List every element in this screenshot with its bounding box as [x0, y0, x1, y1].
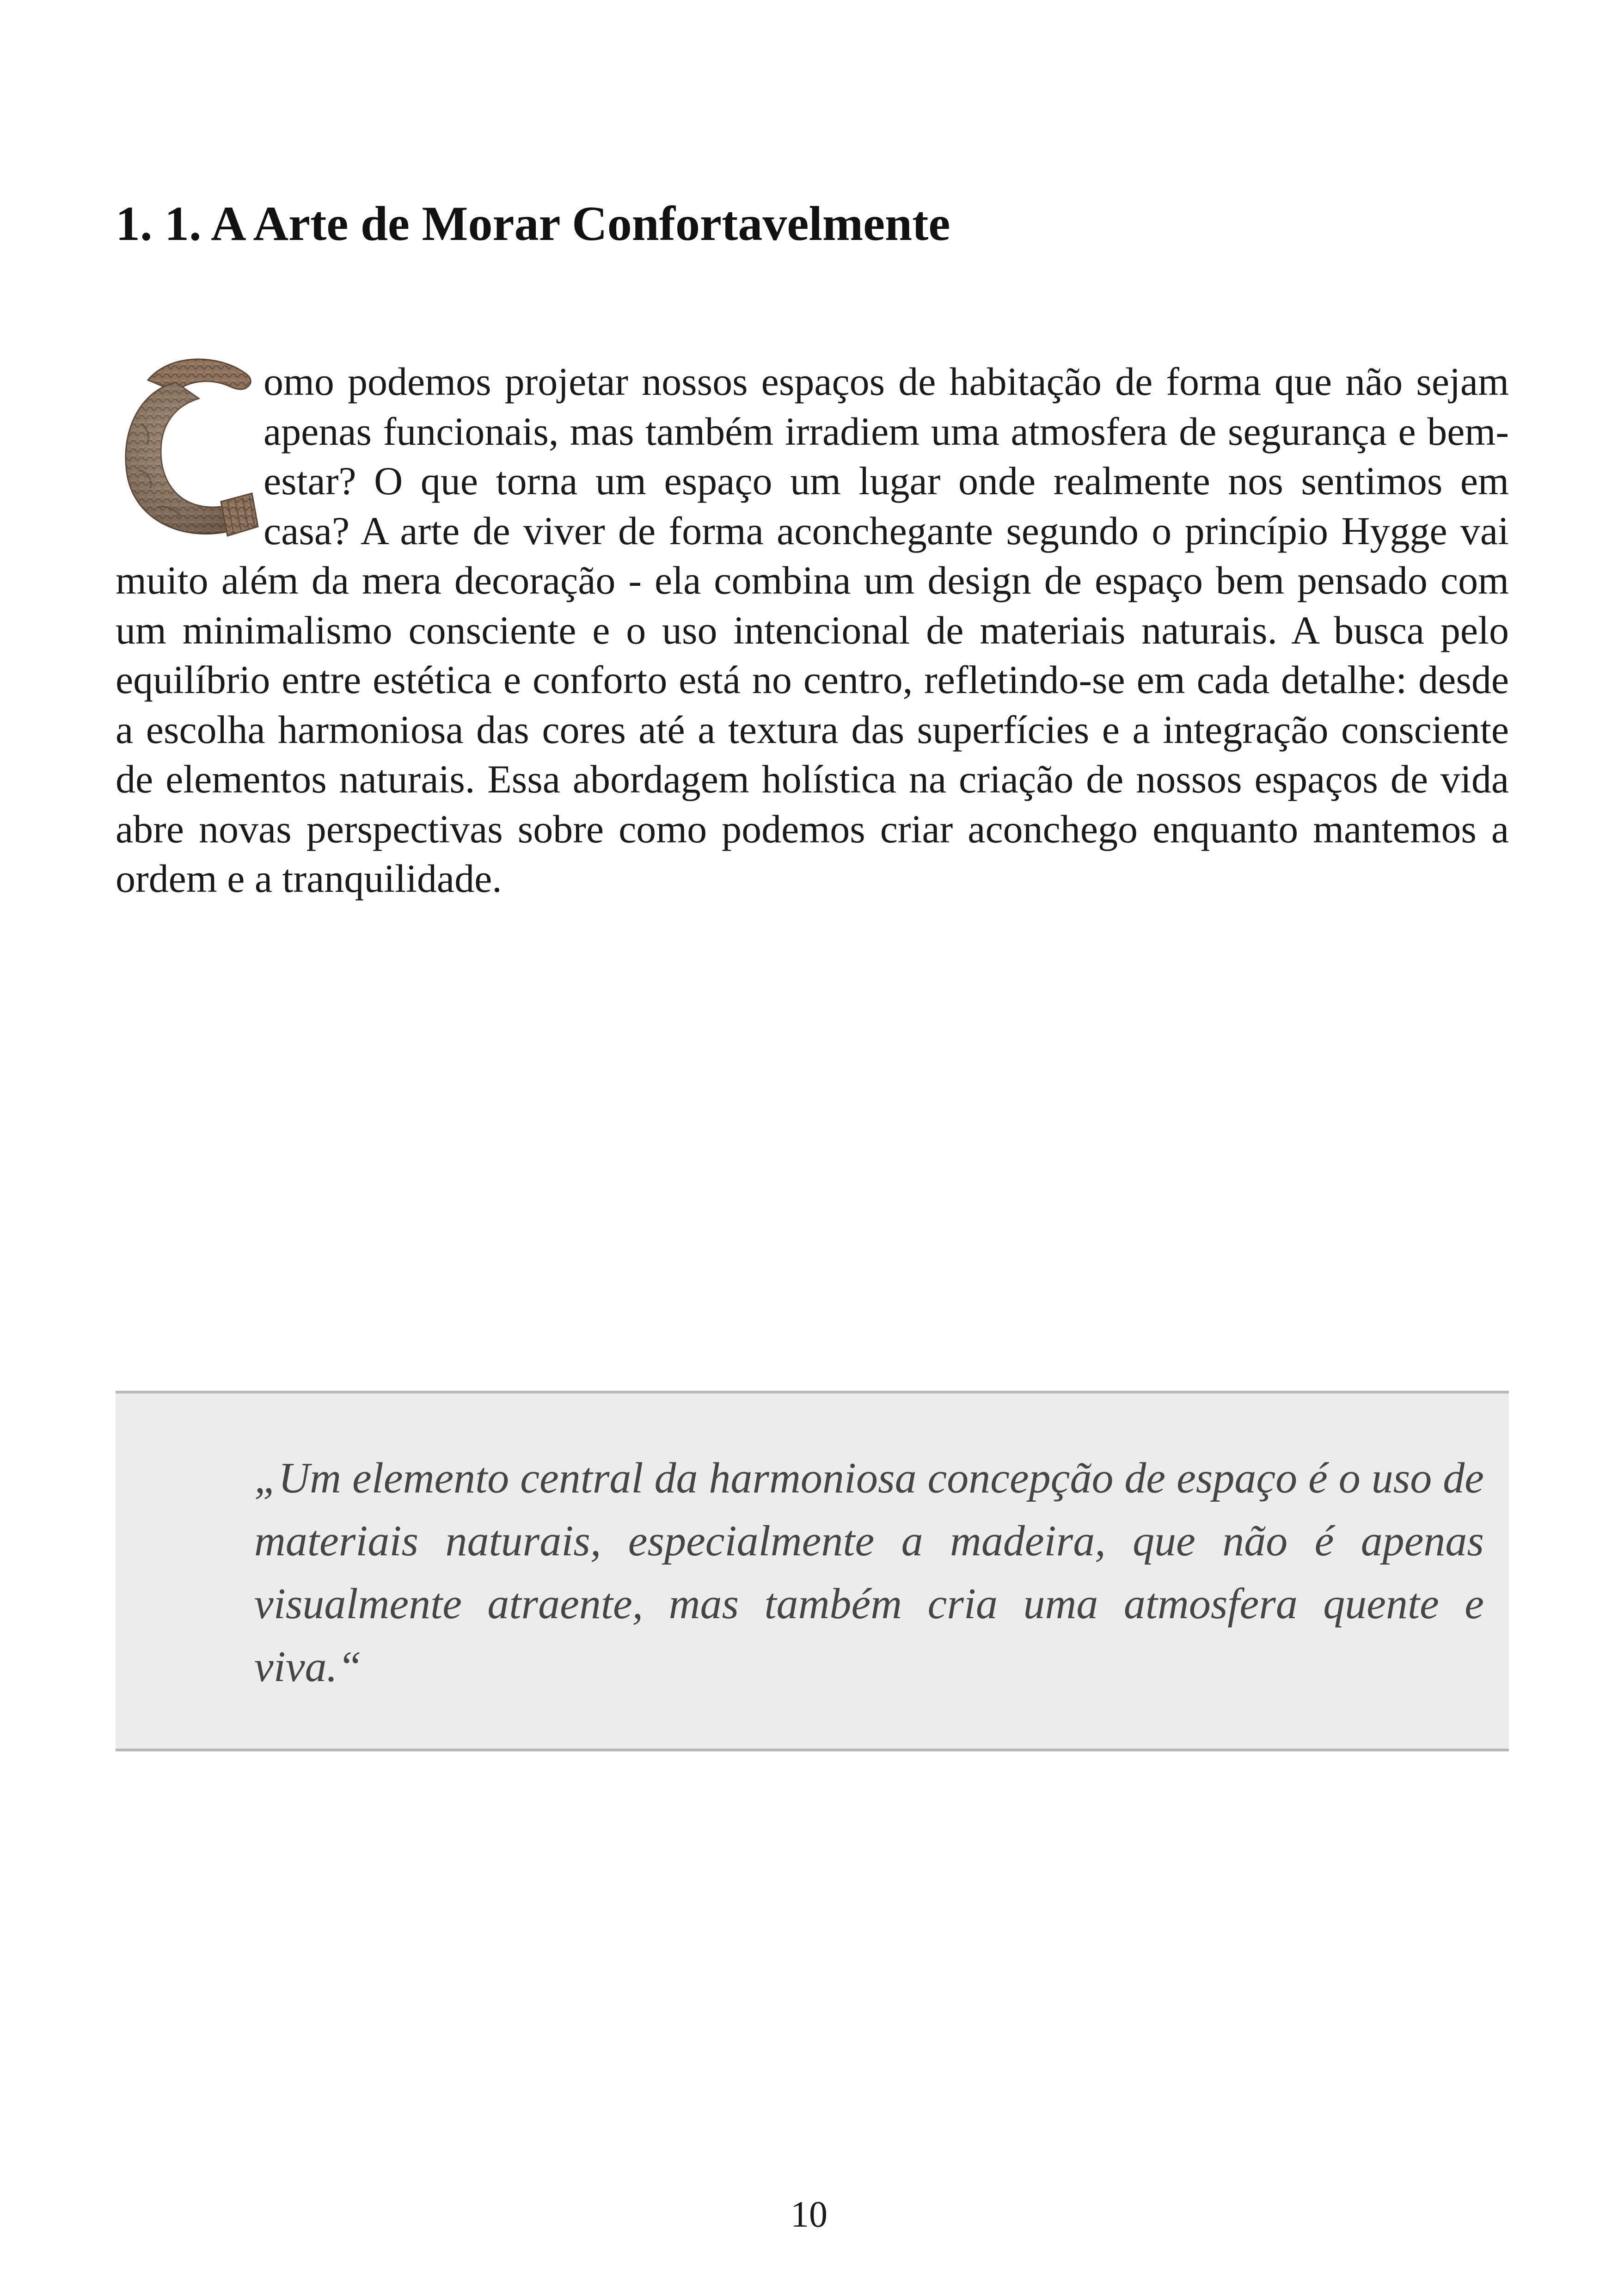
- section-heading: 1. 1. A Arte de Morar Confortavelmente: [116, 196, 950, 251]
- pull-quote-text: „Um elemento central da harmoniosa concepção de espaço é o uso de materiais naturais, especialmente a madeira, que não é apenas visualmente atraente, mas também cria uma atmosfera quente e viva.“: [254, 1454, 1484, 1691]
- body-paragraph: [116, 357, 1509, 904]
- knitted-letter-c-icon: [106, 355, 259, 546]
- page-number: 10: [791, 2194, 827, 2235]
- pull-quote-box: [116, 1391, 1509, 1751]
- paragraph-text: omo podemos projetar nossos espaços de habitação de forma que não sejam apenas funcionais, mas também irradiem uma atmosfera de segurança e bem-estar? O que torna um espaço um lugar onde realmente nos sentimos em casa? A arte de viver de forma aconchegante segundo o princípio Hygge vai muito além da mera decoração - ela combina um design de espaço bem pensado com um minimalismo consciente e o uso intencional de materiais naturais. A busca pelo equilíbrio entre estética e conforto está no centro, refletindo-se em cada detalhe: desde a escolha harmoniosa das cores até a textura das superfícies e a integração consciente de elementos naturais. Essa abordagem holística na criação de nossos espaços de vida abre novas perspectivas sobre como podemos criar aconchego enquanto mantemos a ordem e a tranquilidade.: [116, 359, 1509, 901]
